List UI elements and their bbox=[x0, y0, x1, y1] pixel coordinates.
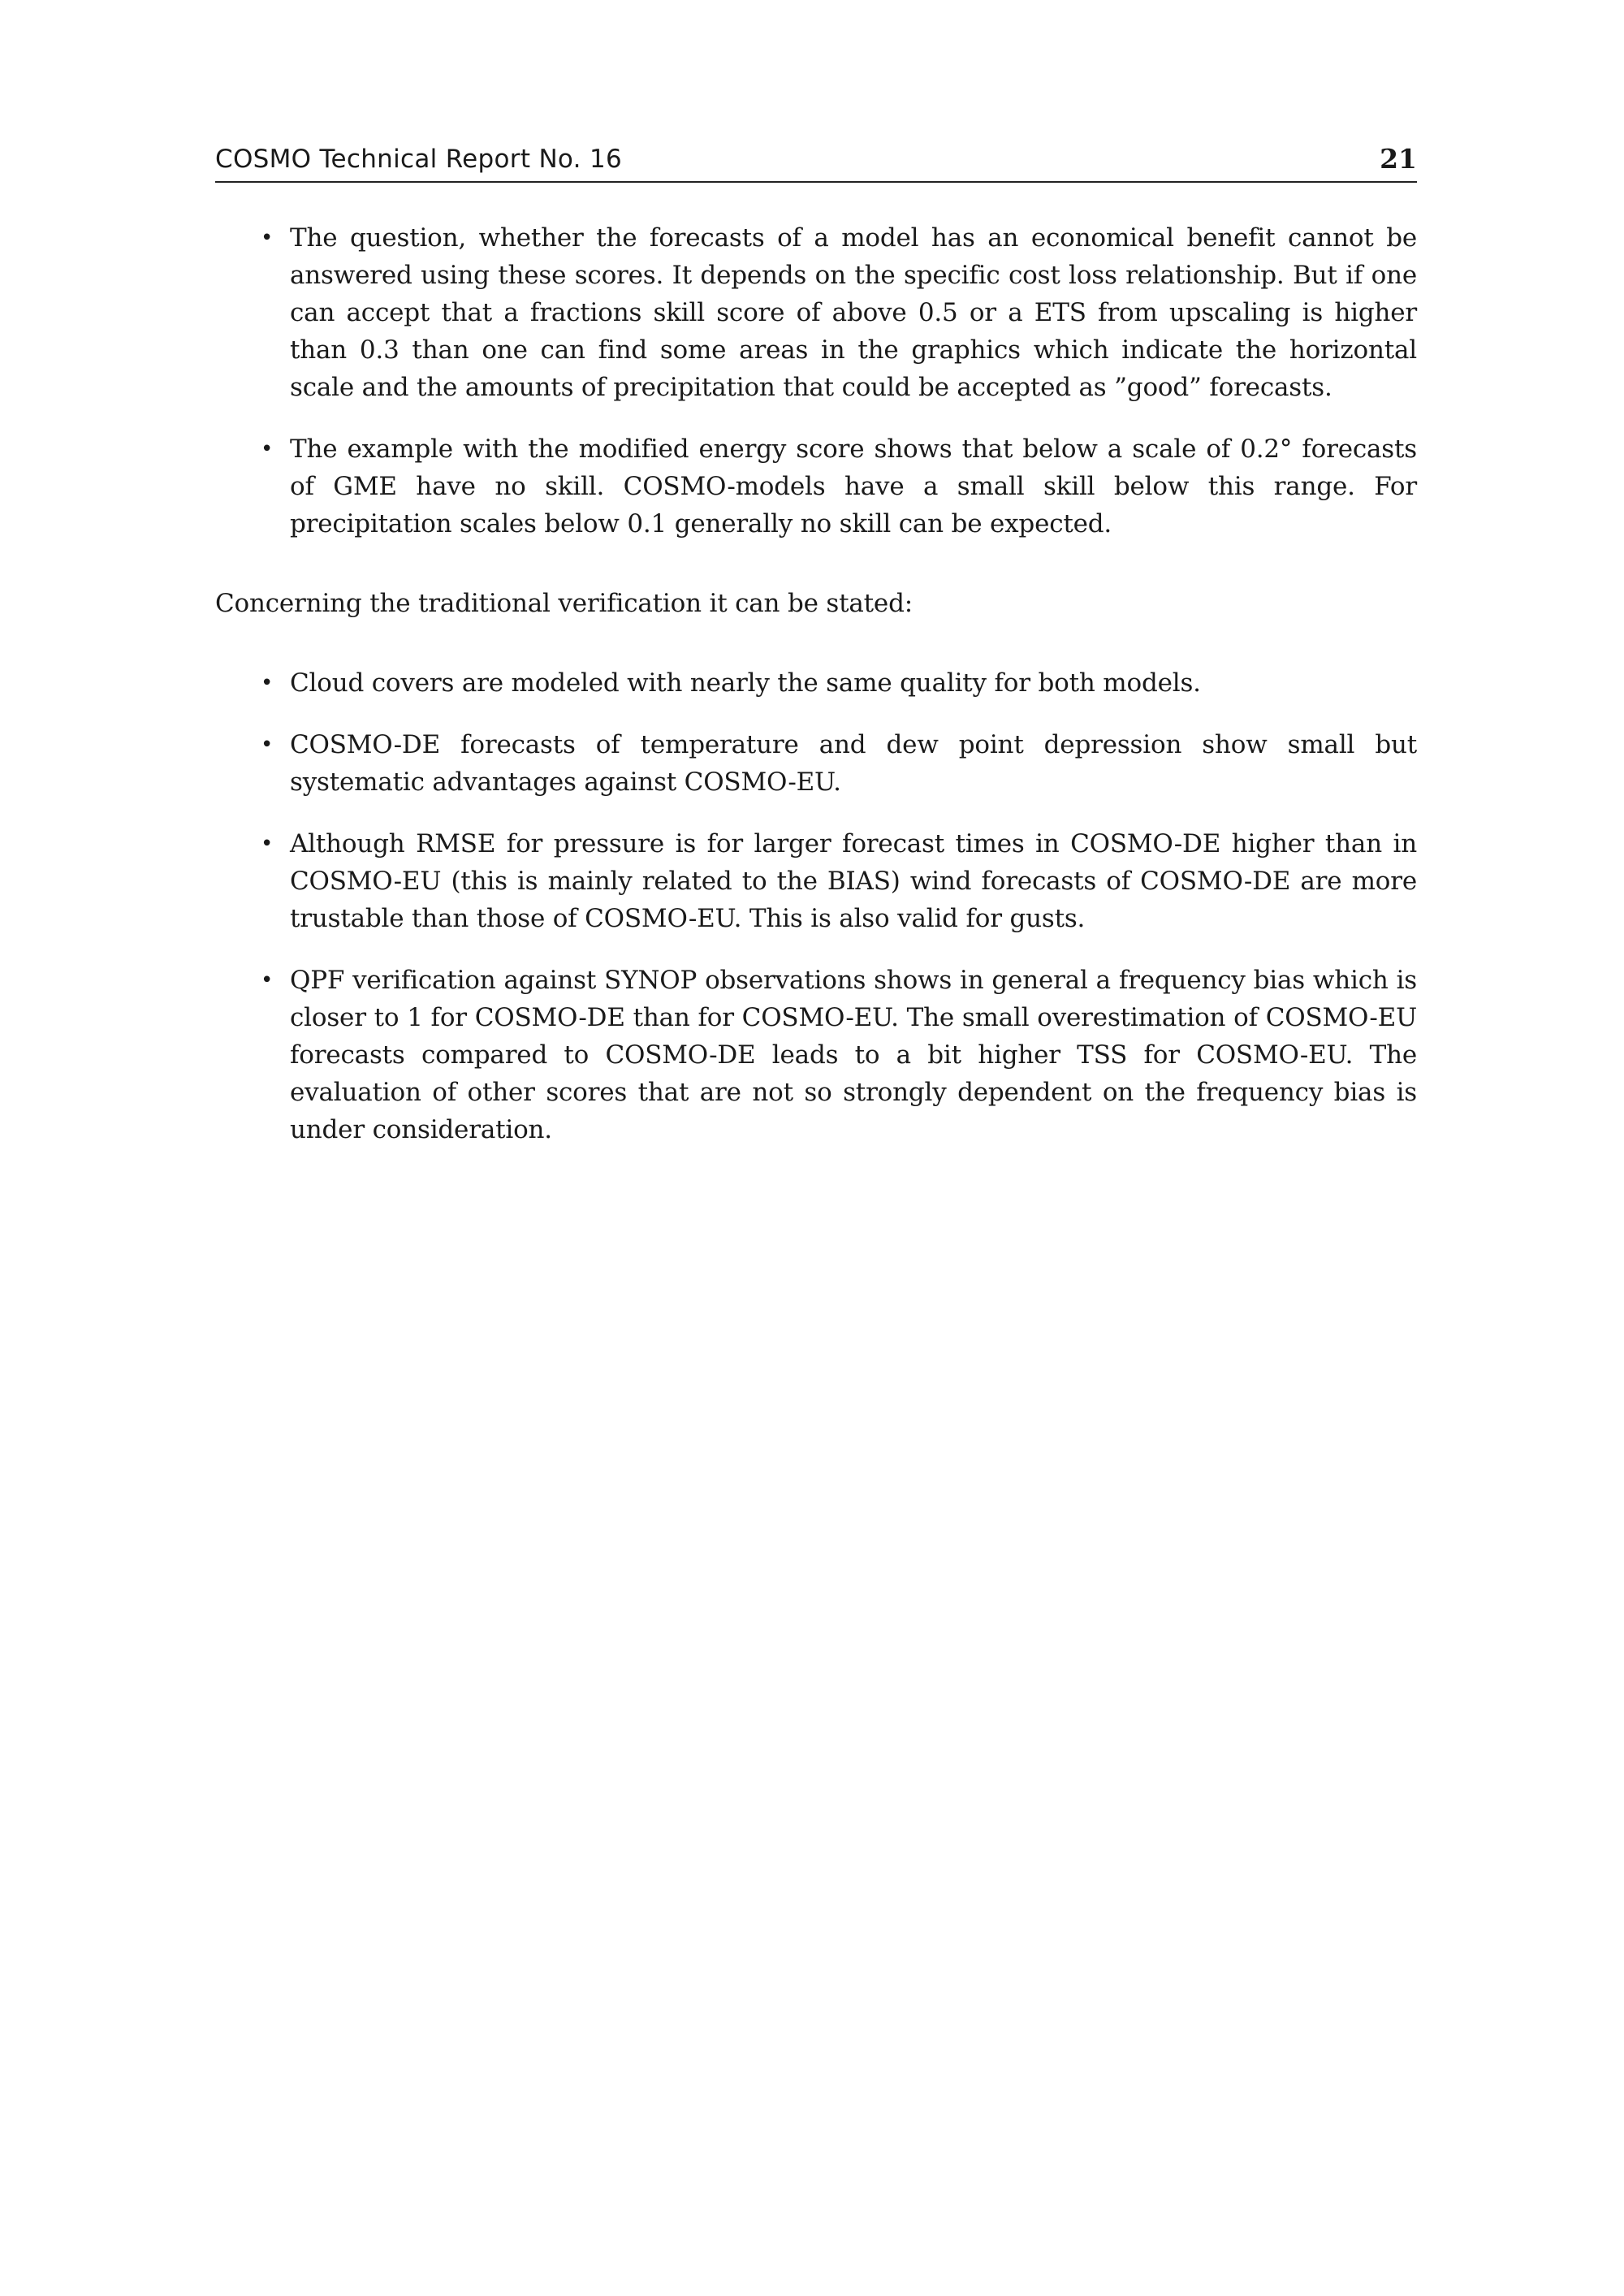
list-item-text: COSMO-DE forecasts of temperature and dew point depression show small but systematic advantages against COSMO-EU. bbox=[290, 730, 1417, 797]
conclusions-list-traditional bbox=[215, 664, 1417, 1148]
list-item bbox=[215, 726, 1417, 801]
bullet-icon: • bbox=[261, 733, 274, 757]
bullet-icon: • bbox=[261, 671, 274, 695]
list-item-text: The question, whether the forecasts of a model has an economical benefit cannot be answered using these scores. It depends on the specific cost loss relationship. But if one can accept that a fractions skill score of above 0.5 or a ETS from upscaling is higher than 0.3 than one can find some areas in the graphics which indicate the horizontal scale and the amounts of precipitation that could be accepted as ”good” forecasts. bbox=[290, 223, 1417, 402]
bullet-icon: • bbox=[261, 968, 274, 992]
bullet-icon: • bbox=[261, 832, 274, 856]
bullet-icon: • bbox=[261, 437, 274, 461]
list-item bbox=[215, 664, 1417, 702]
list-item-text: Cloud covers are modeled with nearly the same quality for both models. bbox=[290, 668, 1201, 698]
list-item bbox=[215, 219, 1417, 406]
list-item bbox=[215, 825, 1417, 937]
conclusions-list-scores bbox=[215, 219, 1417, 543]
intro-paragraph: Concerning the traditional verification it can be stated: bbox=[215, 589, 913, 618]
page-header bbox=[215, 142, 1417, 183]
list-item-text: Although RMSE for pressure is for larger forecast times in COSMO-DE higher than in COSMO-EU (this is mainly related to the BIAS) wind forecasts of COSMO-DE are more trustable than those of COSMO-EU. This is also valid for gusts. bbox=[290, 829, 1417, 933]
list-item bbox=[215, 962, 1417, 1148]
report-title: COSMO Technical Report No. 16 bbox=[215, 145, 623, 174]
list-item bbox=[215, 430, 1417, 543]
list-item-text: QPF verification against SYNOP observations shows in general a frequency bias which is closer to 1 for COSMO-DE than for COSMO-EU. The small overestimation of COSMO-EU forecasts compared to COSMO-DE leads to a bit higher TSS for COSMO-EU. The evaluation of other scores that are not so strongly dependent on the frequency bias is under consideration. bbox=[290, 966, 1417, 1144]
bullet-icon: • bbox=[261, 226, 274, 250]
page-body bbox=[215, 219, 1417, 1148]
list-item-text: The example with the modified energy score shows that below a scale of 0.2° forecasts of GME have no skill. COSMO-models have a small skill below this range. For precipitation scales below 0.1 generally no skill can be expected. bbox=[290, 435, 1417, 538]
page-number: 21 bbox=[1380, 143, 1417, 175]
